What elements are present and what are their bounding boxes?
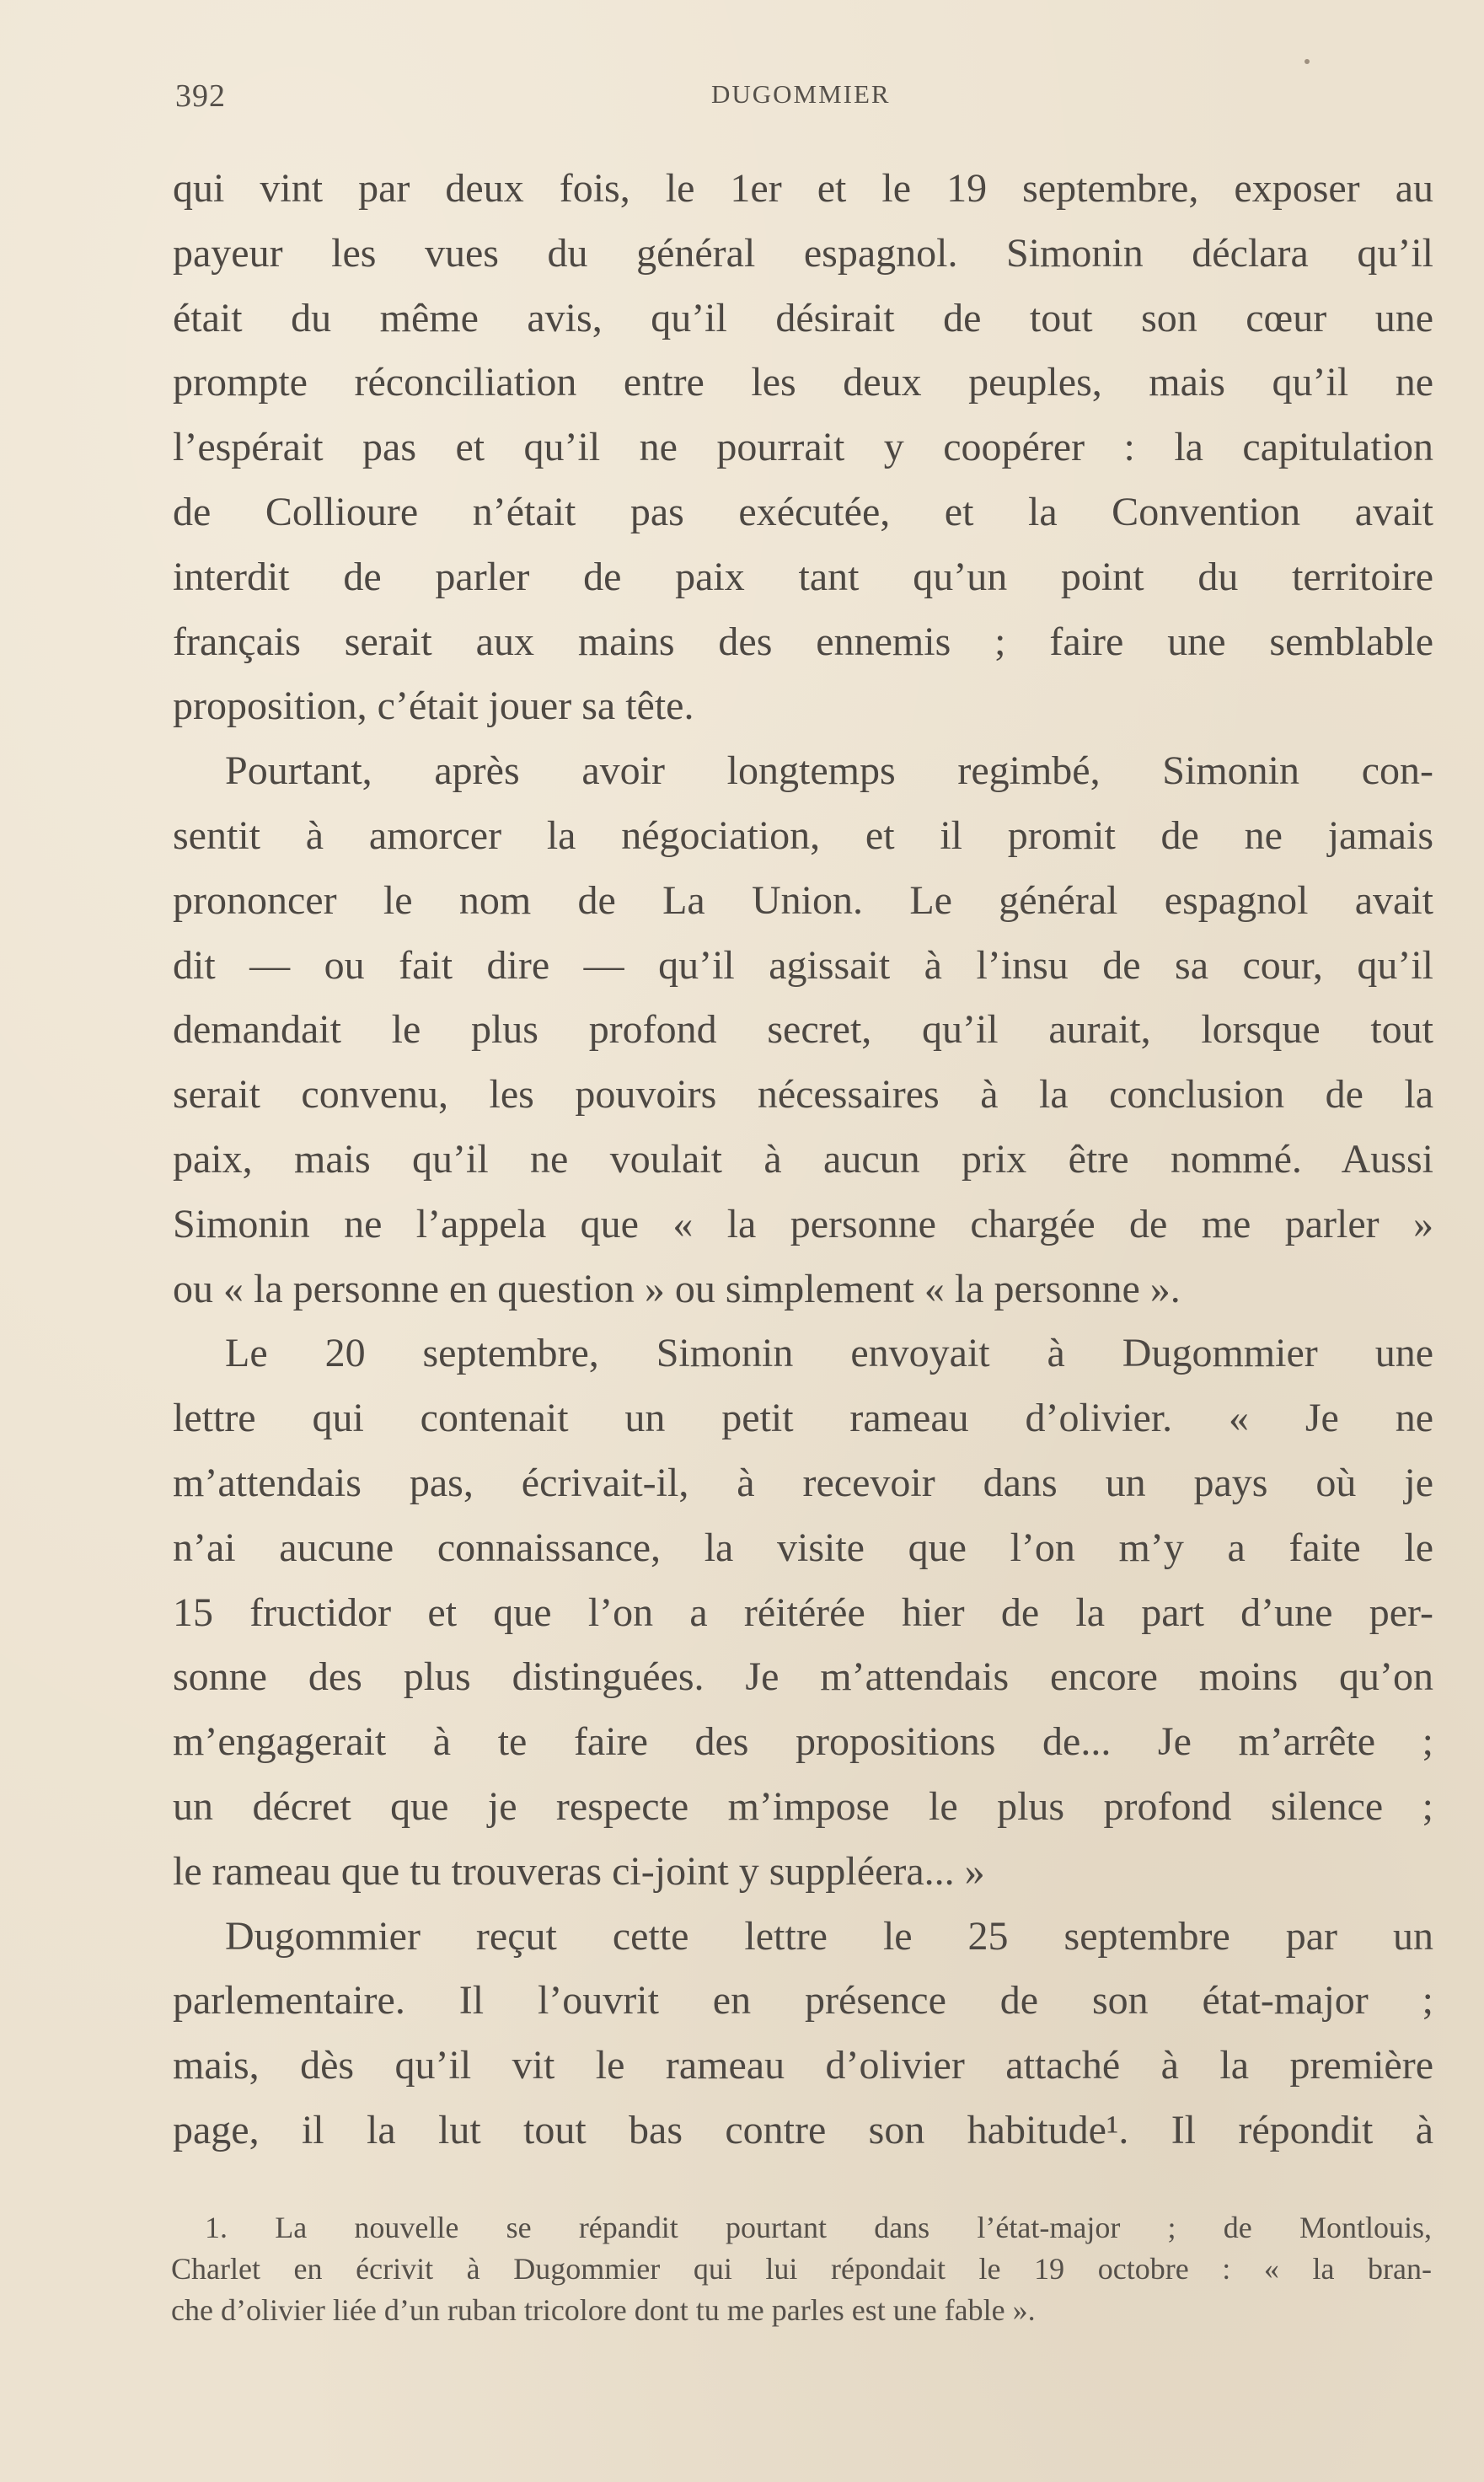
footnote-line: che d’olivier liée d’un ruban tricolore dont tu me parles est une fable ». <box>171 2293 1036 2327</box>
text-line: de Collioure n’était pas exécutée, et la Convention avait <box>173 489 1433 534</box>
text-line: était du même avis, qu’il désirait de tout son cœur une <box>173 295 1433 340</box>
text-line: parlementaire. Il l’ouvrit en présence de son état-major ; <box>173 1978 1433 2024</box>
running-title: DUGOMMIER <box>711 79 891 109</box>
text-line: page, il la lut tout bas contre son habitude¹. Il répondit à <box>173 2107 1433 2152</box>
text-line: Simonin ne l’appela que « la personne chargée de me parler » <box>173 1201 1433 1246</box>
footnote <box>171 2207 1432 2331</box>
text-line: payeur les vues du général espagnol. Simonin déclara qu’il <box>173 230 1433 276</box>
text-line: dit — ou fait dire — qu’il agissait à l’insu de sa cour, qu’il <box>173 942 1433 988</box>
text-line: l’espérait pas et qu’il ne pourrait y coopérer : la capitulation <box>173 425 1433 470</box>
text-line: m’attendais pas, écrivait-il, à recevoir dans un pays où je <box>173 1460 1433 1505</box>
text-line: le rameau que tu trouveras ci-joint y suppléera... » <box>173 1848 985 1894</box>
text-line: paix, mais qu’il ne voulait à aucun prix être nommé. Aussi <box>173 1136 1433 1182</box>
body-text <box>173 157 1433 2163</box>
text-line: demandait le plus profond secret, qu’il aurait, lorsque tout <box>173 1007 1433 1053</box>
text-line: m’engagerait à te faire des propositions de... Je m’arrête ; <box>173 1719 1433 1765</box>
text-line: prompte réconciliation entre les deux peuples, mais qu’il ne <box>173 360 1433 405</box>
text-line: 15 fructidor et que l’on a réitérée hier de la part d’une per- <box>173 1589 1433 1635</box>
text-line: proposition, c’était jouer sa tête. <box>173 683 694 729</box>
page-number: 392 <box>175 78 226 114</box>
text-line: lettre qui contenait un petit rameau d’olivier. « Je ne <box>173 1396 1433 1441</box>
text-line: serait convenu, les pouvoirs nécessaires à la conclusion de la <box>173 1072 1433 1118</box>
text-line: n’ai aucune connaissance, la visite que l’on m’y a faite le <box>173 1525 1433 1570</box>
text-line: prononcer le nom de La Union. Le général espagnol avait <box>173 877 1433 923</box>
text-line: Le 20 septembre, Simonin envoyait à Dugommier une <box>225 1331 1433 1376</box>
text-line: Dugommier reçut cette lettre le 25 septembre par un <box>225 1913 1433 1959</box>
text-line: Pourtant, après avoir longtemps regimbé, Simonin con- <box>225 748 1433 794</box>
text-line: sonne des plus distinguées. Je m’attendais encore moins qu’on <box>173 1654 1433 1700</box>
ink-speck <box>1305 59 1310 64</box>
text-line: français serait aux mains des ennemis ; faire une semblable <box>173 619 1433 664</box>
text-line: ou « la personne en question » ou simplement « la personne ». <box>173 1266 1181 1311</box>
footnote-line: Charlet en écrivit à Dugommier qui lui répondait le 19 octobre : « la bran- <box>171 2252 1432 2286</box>
running-head <box>175 78 1429 120</box>
text-line: qui vint par deux fois, le 1er et le 19 septembre, exposer au <box>173 166 1433 211</box>
text-line: mais, dès qu’il vit le rameau d’olivier attaché à la première <box>173 2043 1433 2088</box>
text-line: sentit à amorcer la négociation, et il promit de ne jamais <box>173 812 1433 858</box>
footnote-line: 1. La nouvelle se répandit pourtant dans l’état-major ; de Montlouis, <box>205 2211 1432 2244</box>
text-line: un décret que je respecte m’impose le plus profond silence ; <box>173 1783 1433 1829</box>
text-line: interdit de parler de paix tant qu’un point du territoire <box>173 554 1433 599</box>
